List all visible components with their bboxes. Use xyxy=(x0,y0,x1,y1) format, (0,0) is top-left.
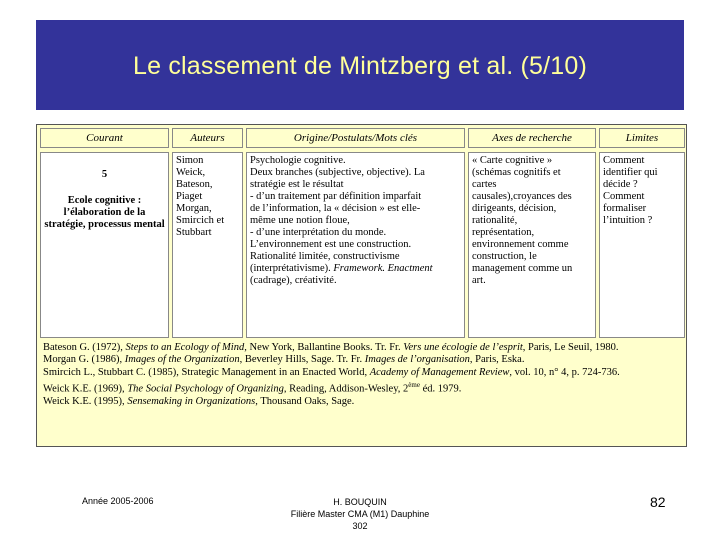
cell-line: identifier qui xyxy=(603,167,658,178)
cell-line: Stubbart xyxy=(176,227,212,238)
content-table xyxy=(36,124,687,447)
reference-item: Weick K.E. (1995), Sensemaking in Organizations, Thousand Oaks, Sage. xyxy=(43,395,355,407)
reference-item: Morgan G. (1986), Images of the Organization, Beverley Hills, Sage. Tr. Fr. Images de l’organisation, Paris, Eska. xyxy=(43,354,525,366)
footer-code: 302 xyxy=(352,521,368,531)
cell-line: l’intuition ? xyxy=(603,215,653,226)
cell-line: dirigeants, décision, xyxy=(472,203,557,214)
cell-line: (cadrage), créativité. xyxy=(250,275,337,286)
cell-line: - d’un traitement par définition imparfait xyxy=(250,191,422,202)
cell-line: cartes xyxy=(472,179,497,190)
cell-line: construction, le xyxy=(472,251,537,262)
footer-author xyxy=(260,496,460,532)
cell-line: rationalité, xyxy=(472,215,518,226)
references xyxy=(40,341,683,445)
cell-auteurs xyxy=(172,152,243,338)
courant-label: Ecole cognitive : l’élaboration de la stratégie, processus mental xyxy=(44,195,165,230)
cell-line: Rationalité limitée, constructivisme xyxy=(250,251,400,262)
cell-line: Smircich et xyxy=(176,215,225,226)
cell-line: Deux branches (subjective, objective). La xyxy=(250,167,425,178)
cell-courant xyxy=(40,152,169,338)
cell-line: décide ? xyxy=(603,179,638,190)
cell-line: (interprétativisme). Framework. Enactment xyxy=(250,263,433,274)
cell-line: art. xyxy=(472,275,486,286)
cell-axes xyxy=(468,152,596,338)
cell-line: Weick, xyxy=(176,167,206,178)
cell-line: environnement comme xyxy=(472,239,569,250)
courant-number: 5 xyxy=(101,169,108,180)
cell-line: Comment xyxy=(603,191,645,202)
cell-line: de l’information, la « décision » est elle- xyxy=(250,203,421,214)
header-limites: Limites xyxy=(599,128,685,148)
header-courant: Courant xyxy=(40,128,169,148)
title-band xyxy=(36,20,684,110)
header-origine: Origine/Postulats/Mots clés xyxy=(246,128,465,148)
cell-line: « Carte cognitive » xyxy=(472,155,553,166)
cell-line: L’environnement est une construction. xyxy=(250,239,412,250)
cell-line: Bateson, xyxy=(176,179,213,190)
cell-limites xyxy=(599,152,685,338)
cell-line: (schémas cognitifs et xyxy=(472,167,561,178)
cell-line: Psychologie cognitive. xyxy=(250,155,346,166)
cell-line: Piaget xyxy=(176,191,203,202)
cell-line: management comme un xyxy=(472,263,573,274)
cell-line: Simon xyxy=(176,155,204,166)
cell-origine xyxy=(246,152,465,338)
cell-line: Comment xyxy=(603,155,645,166)
cell-line: - d’une interprétation du monde. xyxy=(250,227,387,238)
cell-line: même une notion floue, xyxy=(250,215,350,226)
slide-title: Le classement de Mintzberg et al. (5/10) xyxy=(132,52,588,80)
page-number: 82 xyxy=(650,494,666,510)
header-auteurs: Auteurs xyxy=(172,128,243,148)
footer-program: Filière Master CMA (M1) Dauphine xyxy=(290,509,430,519)
cell-line: causales),croyances des xyxy=(472,191,572,202)
reference-item: Bateson G. (1972), Steps to an Ecology of Mind, New York, Ballantine Books. Tr. Fr. Vers une écologie de l’esprit, Paris, Le Seuil, 1980. xyxy=(43,342,619,353)
reference-item: Weick K.E. (1969), The Social Psychology of Organizing, Reading, Addison-Wesley, 2ème éd. 1979. xyxy=(43,380,462,395)
cell-line: formaliser xyxy=(603,203,647,214)
reference-item: Smircich L., Stubbart C. (1985), Strategic Management in an Enacted World, Academy of Management Review, vol. 10, n° 4, p. 724-736. xyxy=(43,366,620,378)
footer-year: Année 2005-2006 xyxy=(82,496,154,506)
footer-author-name: H. BOUQUIN xyxy=(333,497,387,507)
cell-line: Morgan, xyxy=(176,203,212,214)
cell-line: représentation, xyxy=(472,227,535,238)
cell-line: stratégie est le résultat xyxy=(250,179,344,190)
header-axes: Axes de recherche xyxy=(468,128,596,148)
